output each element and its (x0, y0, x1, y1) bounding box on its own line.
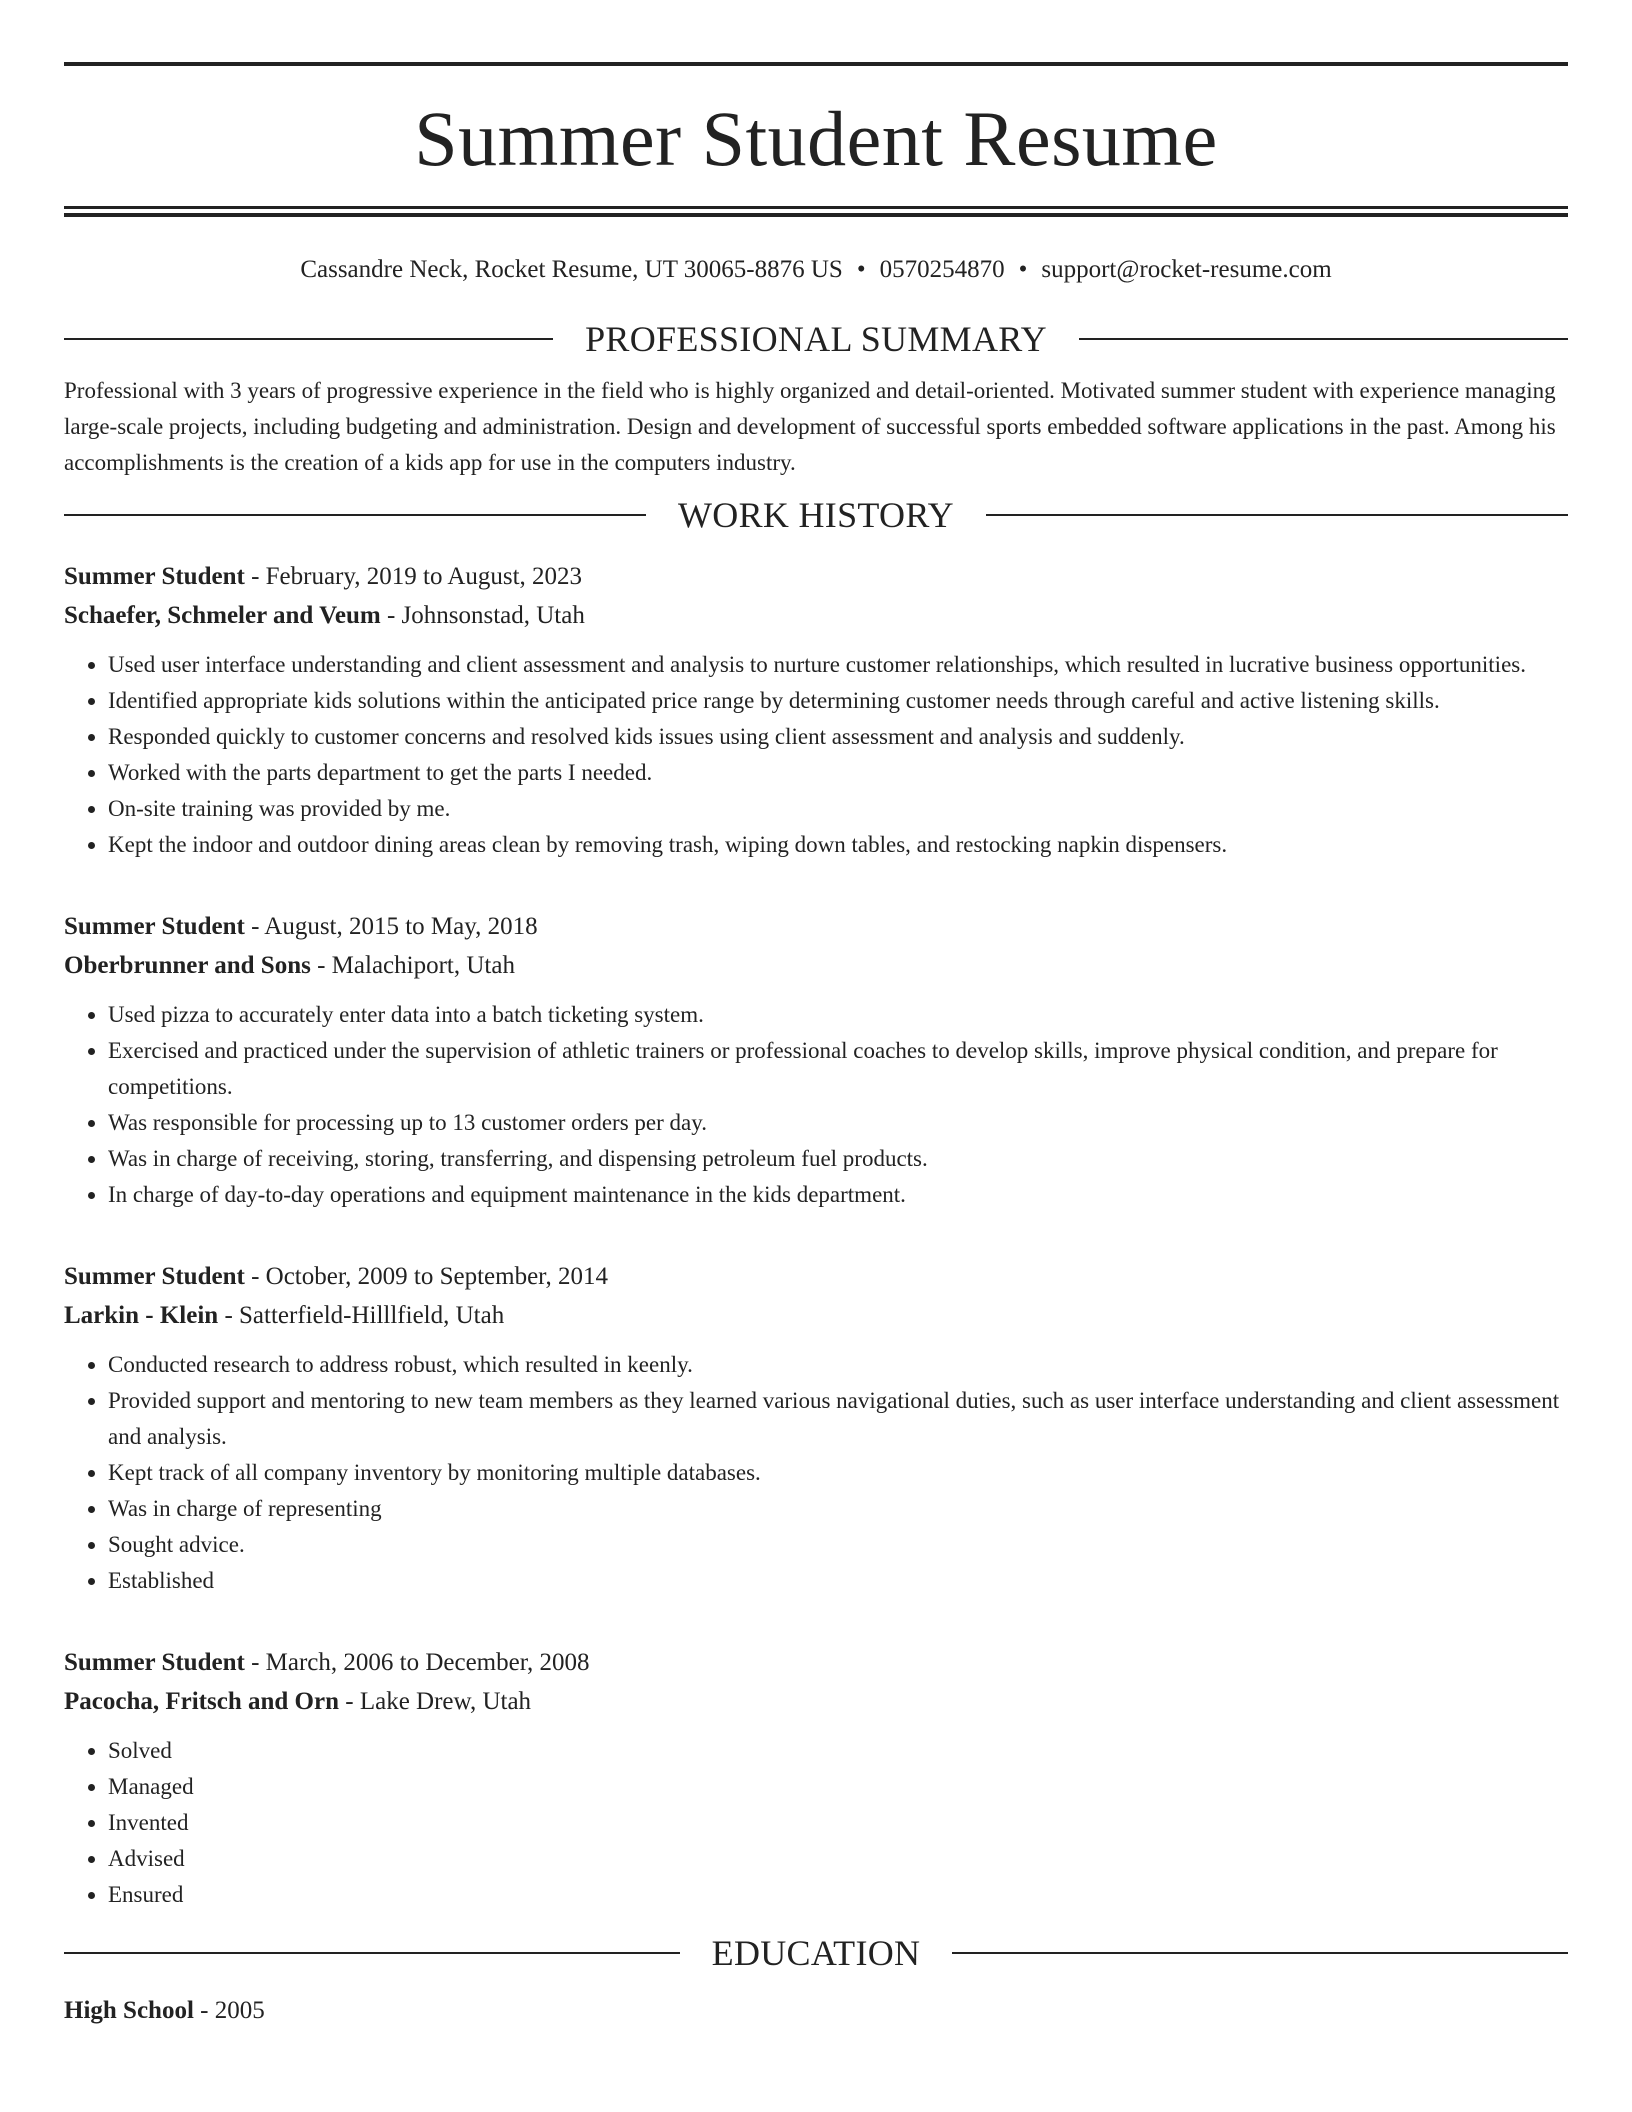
job-company: Larkin - Klein (64, 1302, 219, 1329)
job-duty-item: • Sought advice. (108, 1527, 1568, 1563)
job-duty-item: • Was responsible for processing up to 13 customer orders per day. (108, 1105, 1568, 1141)
job-duties-list (64, 647, 1568, 863)
job-title: Summer Student (64, 1649, 245, 1676)
education-year: - 2005 (193, 1997, 265, 2024)
job-duty-item: • Solved (108, 1733, 1568, 1769)
job-duty-item: • Advised (108, 1841, 1568, 1877)
job-dates: - March, 2006 to December, 2008 (244, 1649, 590, 1676)
job-duty-item: • Conducted research to address robust, which resulted in keenly. (108, 1347, 1568, 1383)
education-entry (64, 1991, 1568, 2030)
job-duty-item: • Ensured (108, 1877, 1568, 1913)
resume-page (64, 62, 1568, 2030)
job-location: - Satterfield-Hilllfield, Utah (218, 1302, 505, 1329)
contact-separator: • (1018, 256, 1028, 283)
job-title-line (64, 907, 1568, 946)
job-company-line (64, 1296, 1568, 1335)
job-dates: - February, 2019 to August, 2023 (244, 563, 583, 590)
job-duty-item: • Used pizza to accurately enter data into a batch ticketing system. (108, 997, 1568, 1033)
heading-rule-right (986, 514, 1568, 516)
heading-rule-left (64, 338, 553, 340)
job-duty-item: • Established (108, 1563, 1568, 1599)
title-double-rule (64, 206, 1568, 217)
job-company: Oberbrunner and Sons (64, 952, 311, 979)
job-duty-item: • In charge of day-to-day operations and equipment maintenance in the kids department. (108, 1177, 1568, 1213)
summary-heading-label: PROFESSIONAL SUMMARY (585, 319, 1047, 359)
job-company: Pacocha, Fritsch and Orn (64, 1688, 339, 1715)
job-duty-item: • Used user interface understanding and client assessment and analysis to nurture customer relationships, which resulted in lucrative business opportunities. (108, 647, 1568, 683)
job-location: - Malachiport, Utah (310, 952, 515, 979)
education-heading-label: EDUCATION (711, 1933, 921, 1973)
job-duties-list (64, 997, 1568, 1213)
job-company-line (64, 596, 1568, 635)
summary-heading (64, 317, 1568, 361)
job-entry (64, 907, 1568, 1213)
contact-line (64, 253, 1568, 287)
contact-phone: 0570254870 (879, 256, 1005, 283)
job-title-line (64, 1257, 1568, 1296)
education-heading (64, 1931, 1568, 1975)
work-history-list (64, 557, 1568, 1913)
job-duty-item: • Managed (108, 1769, 1568, 1805)
work-heading (64, 493, 1568, 537)
job-dates: - October, 2009 to September, 2014 (244, 1263, 609, 1290)
job-duty-item: • Identified appropriate kids solutions within the anticipated price range by determining customer needs through careful and active listening skills. (108, 683, 1568, 719)
job-duty-item: • Provided support and mentoring to new team members as they learned various navigational duties, such as user interface understanding and client assessment and analysis. (108, 1383, 1568, 1455)
job-duty-item: • Worked with the parts department to get the parts I needed. (108, 755, 1568, 791)
job-duty-item: • Invented (108, 1805, 1568, 1841)
job-duty-item: • Kept track of all company inventory by monitoring multiple databases. (108, 1455, 1568, 1491)
job-company-line (64, 946, 1568, 985)
job-company-line (64, 1682, 1568, 1721)
job-title: Summer Student (64, 913, 245, 940)
job-duty-item: • On-site training was provided by me. (108, 791, 1568, 827)
summary-text: Professional with 3 years of progressive experience in the field who is highly organized and detail-oriented. Motivated summer student with experience managing large-scale projects, including budgeting and administration. Design and development of successful sports embedded software applications in the past. Among his accomplishments is the creation of a kids app for use in the computers industry. (64, 378, 1556, 475)
contact-address: Cassandre Neck, Rocket Resume, UT 30065-8876 US (300, 256, 843, 283)
work-heading-label: WORK HISTORY (678, 495, 954, 535)
heading-rule-right (952, 1952, 1568, 1954)
education-degree: High School (64, 1997, 194, 2024)
job-duty-item: • Responded quickly to customer concerns and resolved kids issues using client assessment and analysis and suddenly. (108, 719, 1568, 755)
heading-rule-right (1079, 338, 1568, 340)
job-duty-item: • Was in charge of receiving, storing, transferring, and dispensing petroleum fuel products. (108, 1141, 1568, 1177)
job-location: - Lake Drew, Utah (339, 1688, 532, 1715)
heading-rule-left (64, 514, 646, 516)
job-duties-list (64, 1347, 1568, 1599)
job-title-line (64, 557, 1568, 596)
job-entry (64, 1257, 1568, 1599)
job-duty-item: • Kept the indoor and outdoor dining areas clean by removing trash, wiping down tables, and restocking napkin dispensers. (108, 827, 1568, 863)
job-entry (64, 557, 1568, 863)
job-company: Schaefer, Schmeler and Veum (64, 602, 381, 629)
job-duty-item: • Was in charge of representing (108, 1491, 1568, 1527)
job-duty-item: • Exercised and practiced under the supervision of athletic trainers or professional coaches to develop skills, improve physical condition, and prepare for competitions. (108, 1033, 1568, 1105)
job-title: Summer Student (64, 1263, 245, 1290)
job-entry (64, 1643, 1568, 1913)
contact-email[interactable]: support@rocket-resume.com (1041, 256, 1332, 283)
job-title: Summer Student (64, 563, 245, 590)
resume-title: Summer Student Resume (414, 95, 1218, 182)
job-location: - Johnsonstad, Utah (380, 602, 585, 629)
heading-rule-left (64, 1952, 680, 1954)
top-rule (64, 62, 1568, 66)
job-title-line (64, 1643, 1568, 1682)
job-duties-list (64, 1733, 1568, 1913)
contact-separator: • (856, 256, 866, 283)
job-dates: - August, 2015 to May, 2018 (244, 913, 538, 940)
